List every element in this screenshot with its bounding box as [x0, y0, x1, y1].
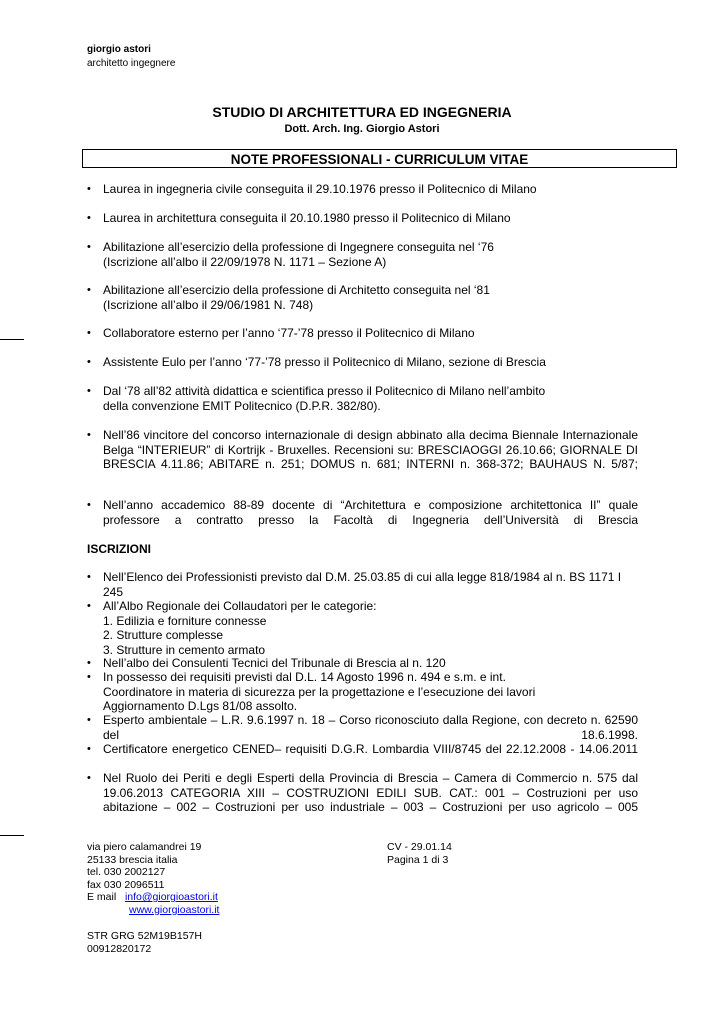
bullet-icon: • — [87, 356, 91, 368]
email-link[interactable]: info@giorgioastori.it — [124, 891, 218, 903]
bullet-icon: • — [87, 671, 91, 683]
bullet-icon: • — [87, 212, 91, 224]
footer-tax-code: STR GRG 52M19B157H — [87, 930, 202, 942]
footer-tel: tel. 030 2002127 — [87, 866, 166, 878]
footer-vat: 00912820172 — [87, 942, 152, 955]
bullet-icon: • — [87, 743, 91, 755]
list-item-text: Certificatore energetico CENED– requisiti D.G.R. Lombardia VIII/8745 del 22.12.2008 - 14.06.2011 — [103, 742, 638, 756]
footer-city: 25133 brescia italia — [87, 853, 178, 866]
bullet-icon: • — [87, 657, 91, 669]
footer-contacts — [87, 841, 219, 916]
list-item-text: Nel Ruolo dei Periti e degli Esperti della Provincia di Brescia – Camera di Commercio n. 575 dal 19.06.2013 CATEGORIA XIII – COSTRUZIONI EDILI SUB. CAT.: 001 – Costruzioni per uso abitazione – 002 – Costruzioni per uso industriale – 003 – Costruzioni per uso agricolo – 005 — [103, 771, 638, 814]
list-item-text: Assistente Eulo per l’anno ‘77-’78 presso il Politecnico di Milano, sezione di Brescia — [103, 355, 546, 369]
section-title-box: NOTE PROFESSIONALI - CURRICULUM VITAE — [82, 149, 677, 168]
list-item — [87, 670, 638, 714]
iscrizioni-heading: ISCRIZIONI — [87, 542, 152, 556]
list-item-text: Dal ‘78 all’82 attività didattica e scientifica presso il Politecnico di Milano nell’ambito della convenzione EMIT Politecnico (D.P.R. 382/80). — [103, 384, 546, 413]
footer-email-row — [87, 891, 219, 904]
bullet-icon: • — [87, 385, 91, 397]
list-item — [87, 355, 638, 370]
list-item-text: Abilitazione all’esercizio della professione di Architetto conseguita nel ‘81 (Iscrizione all’albo il 29/06/1981 N. 748) — [103, 283, 490, 312]
list-item — [87, 428, 638, 486]
list-item — [87, 384, 638, 413]
studio-subtitle: Dott. Arch. Ing. Giorgio Astori — [284, 123, 440, 135]
footer-fiscal — [87, 930, 202, 955]
studio-title: STUDIO DI ARCHITETTURA ED INGEGNERIA — [212, 104, 512, 120]
list-item — [87, 283, 638, 312]
footer-page-info — [387, 841, 452, 866]
list-item-text: Nell’Elenco dei Professionisti previsto dal D.M. 25.03.85 di cui alla legge 818/1984 al n. BS 1171 I 245 — [103, 570, 622, 599]
list-item — [87, 570, 638, 599]
cv-date: CV - 29.01.14 — [387, 841, 452, 853]
list-item — [87, 240, 638, 269]
bullet-icon: • — [87, 429, 91, 441]
bullet-icon: • — [87, 327, 91, 339]
list-item — [87, 771, 638, 829]
list-item-text: Laurea in ingegneria civile conseguita il 29.10.1976 presso il Politecnico di Milano — [103, 182, 537, 196]
list-item — [87, 211, 638, 226]
list-item — [87, 656, 638, 671]
list-item-text: In possesso dei requisiti previsti dal D.L. 14 Agosto 1996 n. 494 e s.m. e int. Coordinatore in materia di sicurezza per la progettazione e l’esecuzione dei lavori Aggiornamento D.Lgs 81/08 assolto. — [103, 670, 536, 713]
list-item-text: Collaboratore esterno per l’anno ‘77-’78 presso il Politecnico di Milano — [103, 326, 475, 340]
bullet-icon: • — [87, 600, 91, 612]
list-item-text: Laurea in architettura conseguita il 20.10.1980 presso il Politecnico di Milano — [103, 211, 511, 225]
page-number: Pagina 1 di 3 — [387, 853, 449, 866]
author-role: architetto ingegnere — [87, 58, 176, 69]
bullet-icon: • — [87, 499, 91, 511]
footer-fax: fax 030 2096511 — [87, 878, 165, 891]
bullet-icon: • — [87, 714, 91, 726]
list-item-text: Abilitazione all’esercizio della professione di Ingegnere conseguita nel ‘76 (Iscrizione all’albo il 22/09/1978 N. 1171 – Sezione A) — [103, 240, 494, 269]
fold-mark — [0, 339, 24, 340]
list-item-text: Nell’anno accademico 88-89 docente di “Architettura e composizione architettonica II” quale professore a contratto presso la Facoltà di Ingegneria dell’Università di Brescia — [103, 498, 638, 527]
bullet-icon: • — [87, 284, 91, 296]
list-item-text: Nell’86 vincitore del concorso internazionale di design abbinato alla decima Biennale Internazionale Belga “INTERIEUR” di Kortrijk - Bruxelles. Recensioni su: BRESCIAOGGI 26.10.66; GIORNALE DI BRESCIA 4.11.86; ABITARE n. 251; DOMUS n. 681; INTERNI n. 368-372; BAUHAUS N. 5/87; — [103, 428, 638, 471]
list-item-text: Esperto ambientale – L.R. 9.6.1997 n. 18 – Corso riconosciuto dalla Regione, con decreto n. 62590 del 18.6.1998. — [103, 713, 638, 742]
list-item — [87, 599, 638, 657]
footer-address: via piero calamandrei 19 — [87, 841, 202, 853]
list-item-text: All’Albo Regionale dei Collaudatori per le categorie: 1. Edilizia e forniture connesse 2. Strutture complesse 3. Strutture in cemento armato — [103, 599, 377, 657]
footer-website-row — [87, 904, 219, 917]
list-item — [87, 498, 638, 542]
list-item — [87, 182, 638, 197]
website-link[interactable]: www.giorgioastori.it — [129, 903, 220, 916]
bullet-icon: • — [87, 241, 91, 253]
list-item — [87, 326, 638, 341]
fold-mark — [0, 835, 24, 836]
footer-email-label: E mail — [87, 891, 117, 903]
list-item-text: Nell’albo dei Consulenti Tecnici del Tribunale di Brescia al n. 120 — [103, 656, 446, 670]
bullet-icon: • — [87, 571, 91, 583]
list-item — [87, 742, 638, 771]
bullet-icon: • — [87, 183, 91, 195]
author-name: giorgio astori — [87, 44, 151, 55]
bullet-icon: • — [87, 772, 91, 784]
